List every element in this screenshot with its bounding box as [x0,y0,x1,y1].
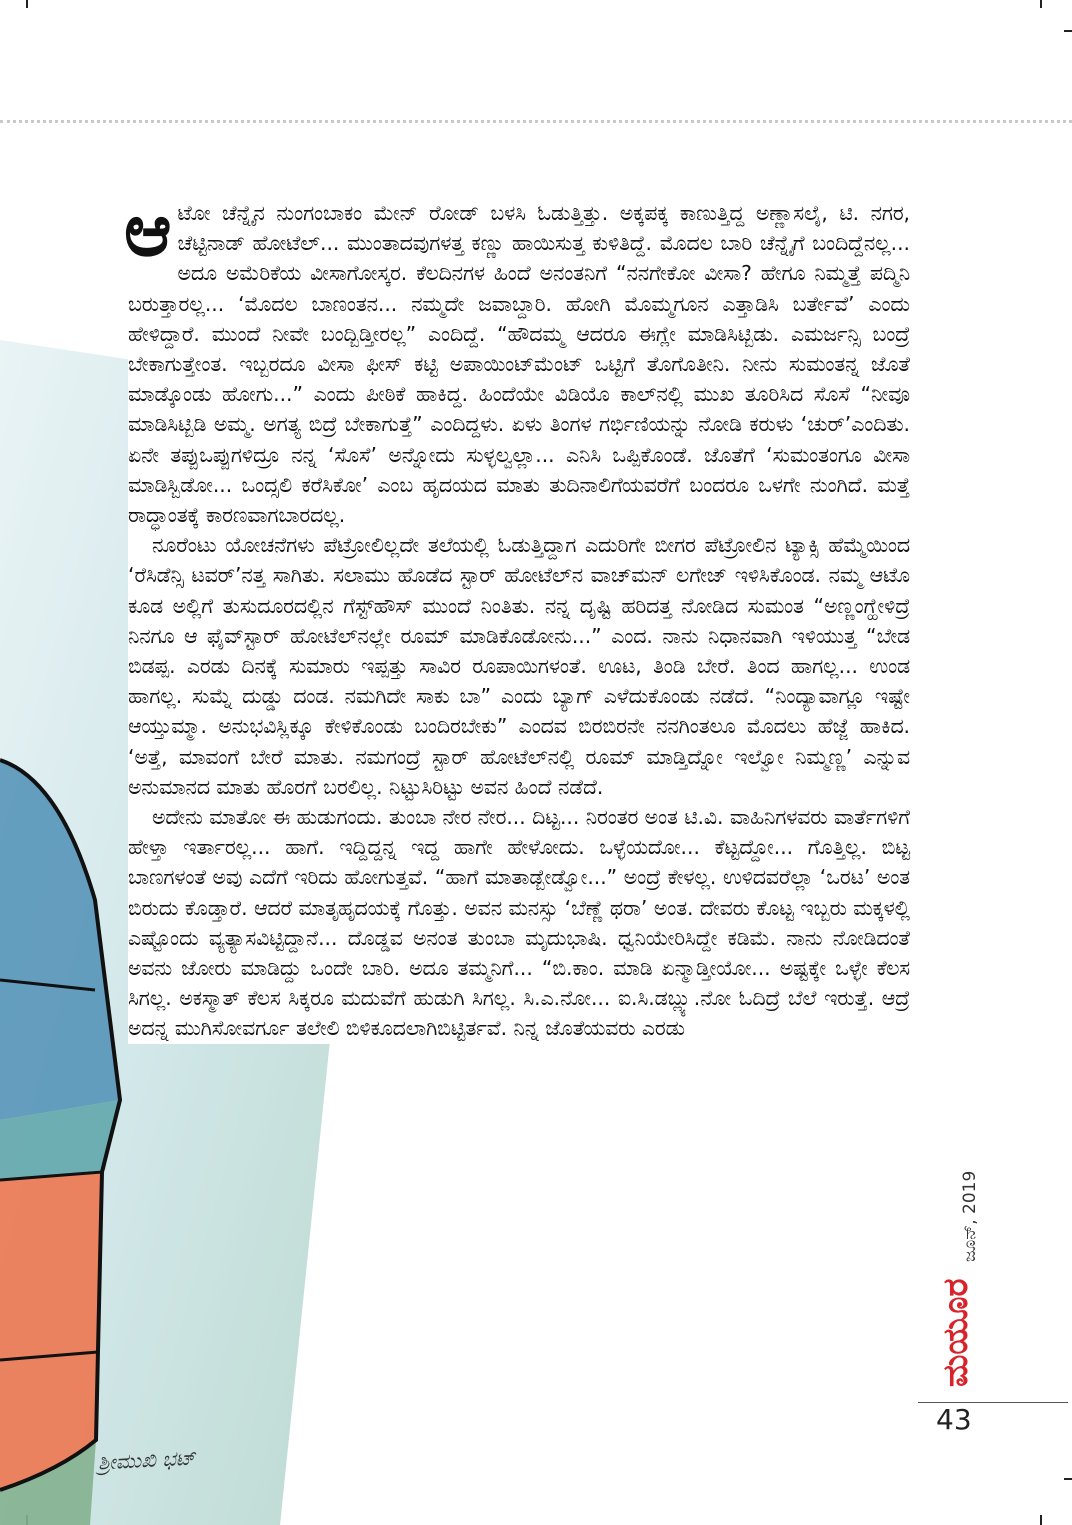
article-paragraph-2: ನೂರೆಂಟು ಯೋಚನೆಗಳು ಪೆಟ್ರೋಲಿಲ್ಲದೇ ತಲೆಯಲ್ಲಿ ಓಡುತ್ತಿದ್ದಾಗ ಎದುರಿಗೇ ಬೀಗರ ಪೆಟ್ರೋಲಿನ ಟ್ಯಾಕ್ಸಿ ಹೆಮ್ಮೆಯಿಂದ ‘ರೆಸಿಡೆನ್ಸಿ ಟವರ್’ನತ್ತ ಸಾಗಿತು. ಸಲಾಮು ಹೊಡೆದ ಸ್ಟಾರ್ ಹೋಟೆಲ್‌ನ ವಾಚ್‌ಮನ್ ಲಗೇಜ್ ಇಳಿಸಿಕೊಂಡ. ನಮ್ಮ ಆಟೊ ಕೂಡ ಅಲ್ಲಿಗೆ ತುಸುದೂರದಲ್ಲಿನ ಗೆಸ್ಟ್‌ಹೌಸ್ ಮುಂದೆ ನಿಂತಿತು. ನನ್ನ ದೃಷ್ಟಿ ಹರಿದತ್ತ ನೋಡಿದ ಸುಮಂತ “ಅಣ್ಣಂಗ್ಹೇಳಿದ್ರೆ ನಿನಗೂ ಆ ಫೈವ್‌ಸ್ಟಾರ್ ಹೋಟೆಲ್‌ನಲ್ಲೇ ರೂಮ್ ಮಾಡಿಕೊಡೋನು...” ಎಂದ. ನಾನು ನಿಧಾನವಾಗಿ ಇಳಿಯುತ್ತ “ಬೇಡ ಬಿಡಪ್ಪ. ಎರಡು ದಿನಕ್ಕೆ ಸುಮಾರು ಇಪ್ಪತ್ತು ಸಾವಿರ ರೂಪಾಯಿಗಳಂತೆ. ಊಟ, ತಿಂಡಿ ಬೇರೆ. ತಿಂದ ಹಾಗಲ್ಲ... ಉಂಡ ಹಾಗಲ್ಲ. ಸುಮ್ನೆ ದುಡ್ಡು ದಂಡ. ನಮಗಿದೇ ಸಾಕು ಬಾ” ಎಂದು ಬ್ಯಾಗ್ ಎಳೆದುಕೊಂಡು ನಡೆದೆ. “ನಿಂದ್ಯಾವಾಗ್ಲೂ ಇಷ್ಟೇ ಆಯ್ತುಮ್ಮಾ. ಅನುಭವಿಸ್ಲಿಕ್ಕೂ ಕೇಳಿಕೊಂಡು ಬಂದಿರಬೇಕು” ಎಂದವ ಬಿರಬಿರನೇ ನನಗಿಂತಲೂ ಮೊದಲು ಹೆಜ್ಜೆ ಹಾಕಿದ. ‘ಅತ್ತೆ, ಮಾವಂಗೆ ಬೇರೆ ಮಾತು. ನಮಗಂದ್ರೆ ಸ್ಟಾರ್ ಹೋಟೆಲ್‌ನಲ್ಲಿ ರೂಮ್ ಮಾಡ್ತಿದ್ನೋ ಇಲ್ವೋ ನಿಮ್ಮಣ್ಣ’ ಎನ್ನುವ ಅನುಮಾನದ ಮಾತು ಹೊರಗೆ ಬರಲಿಲ್ಲ. ನಿಟ್ಟುಸಿರಿಟ್ಟು ಅವನ ಹಿಂದೆ ನಡೆದೆ. [128,533,910,799]
article-body [124,188,910,1044]
orange-shape [0,1172,102,1490]
crop-mark-bottom-right [1040,1515,1042,1525]
paragraph-1-text: ಟೋ ಚೆನ್ನೈನ ನುಂಗಂಬಾಕಂ ಮೇನ್ ರೋಡ್ ಬಳಸಿ ಓಡುತ್ತಿತ್ತು. ಅಕ್ಕಪಕ್ಕ ಕಾಣುತ್ತಿದ್ದ ಅಣ್ಣಾಸಲೈ, ಟಿ. ನಗರ, ಚೆಟ್ಟಿನಾಡ್ ಹೋಟೆಲ್... ಮುಂತಾದವುಗಳತ್ತ ಕಣ್ಣು ಹಾಯಿಸುತ್ತ ಕುಳಿತಿದ್ದೆ. ಮೊದಲ ಬಾರಿ ಚೆನ್ನೈಗೆ ಬಂದಿದ್ದೆನಲ್ಲ... ಅದೂ ಅಮೆರಿಕೆಯ ವೀಸಾಗೋಸ್ಕರ. ಕೆಲದಿನಗಳ ಹಿಂದೆ ಅನಂತನಿಗೆ “ನನಗೇಕೋ ವೀಸಾ? ಹೇಗೂ ನಿಮ್ಮತ್ತೆ ಪದ್ಮಿನಿ ಬರುತ್ತಾರಲ್ಲ... ‘ಮೊದಲ ಬಾಣಂತನ... ನಮ್ಮದೇ ಜವಾಬ್ದಾರಿ. ಹೋಗಿ ಮೊಮ್ಮಗೂನ ಎತ್ತಾಡಿಸಿ ಬರ್ತೇವೆ’ ಎಂದು ಹೇಳಿದ್ದಾರೆ. ಮುಂದೆ ನೀವೇ ಬಂದ್ಬಿಡ್ತೀರಲ್ಲ” ಎಂದಿದ್ದೆ. “ಹೌದಮ್ಮ ಆದರೂ ಈಗ್ಲೇ ಮಾಡಿಸಿಟ್ಬಿಡು. ಎಮರ್ಜನ್ಸಿ ಬಂದ್ರೆ ಬೇಕಾಗುತ್ತೇಂತ. ಇಬ್ಬರದೂ ವೀಸಾ ಫೀಸ್ ಕಟ್ಟಿ ಅಪಾಯಿಂಟ್‌ಮೆಂಟ್ ಒಟ್ಟಿಗೆ ತೊಗೊತೀನಿ. ನೀನು ಸುಮಂತನ್ನ ಜೊತೆ ಮಾಡ್ಕೊಂಡು ಹೋಗು...” ಎಂದು ಪೀಠಿಕೆ ಹಾಕಿದ್ದ. ಹಿಂದೆಯೇ ವಿಡಿಯೊ ಕಾಲ್‌ನಲ್ಲಿ ಮುಖ ತೂರಿಸಿದ ಸೊಸೆ “ನೀವೂ ಮಾಡಿಸಿಟ್ಬಿಡಿ ಅಮ್ಮ. ಅಗತ್ಯ ಬಿದ್ರೆ ಬೇಕಾಗುತ್ತೆ” ಎಂದಿದ್ದಳು. ಏಳು ತಿಂಗಳ ಗರ್ಭಿಣಿಯನ್ನು ನೋಡಿ ಕರುಳು ‘ಚುರ್’ಎಂದಿತು. ಏನೇ ತಪ್ಪುಒಪ್ಪುಗಳಿದ್ರೂ ನನ್ನ ‘ಸೊಸೆ’ ಅನ್ನೋದು ಸುಳ್ಳಲ್ವಲ್ಲಾ... ಎನಿಸಿ ಒಪ್ಪಿಕೊಂಡೆ. ಜೊತೆಗೆ ‘ಸುಮಂತಂಗೂ ವೀಸಾ ಮಾಡಿಸ್ಬಿಡೋ... ಒಂದ್ಸಲಿ ಕರೆಸಿಕೋ’ ಎಂಬ ಹೃದಯದ ಮಾತು ತುದಿನಾಲಿಗೆಯವರೆಗೆ ಬಂದರೂ ಒಳಗೇ ನುಂಗಿದೆ. ಮತ್ತೆ ರಾದ್ಧಾಂತಕ್ಕೆ ಕಾರಣವಾಗಬಾರದಲ್ಲ. [128,201,910,528]
crop-mark-top-right [1040,0,1042,8]
drop-cap: ಆ [124,188,172,272]
article-paragraph-3: ಅದೇನು ಮಾತೋ ಈ ಹುಡುಗಂದು. ತುಂಬಾ ನೇರ ನೇರ... ದಿಟ್ಟ... ನಿರಂತರ ಅಂತ ಟಿ.ವಿ. ವಾಹಿನಿಗಳವರು ವಾರ್ತೆಗಳಿಗೆ ಹೇಳ್ತಾ ಇರ್ತಾರಲ್ಲ... ಹಾಗೆ. ಇದ್ದಿದ್ದನ್ನ ಇದ್ದ ಹಾಗೇ ಹೇಳೋದು. ಒಳ್ಳೆಯದೋ... ಕೆಟ್ಟದ್ದೋ... ಗೊತ್ತಿಲ್ಲ. ಬಿಟ್ಟ ಬಾಣಗಳಂತೆ ಅವು ಎದೆಗೆ ಇರಿದು ಹೋಗುತ್ತವೆ. “ಹಾಗೆ ಮಾತಾಡ್ಬೇಡ್ವೋ...” ಅಂದ್ರೆ ಕೇಳಲ್ಲ. ಉಳಿದವರೆಲ್ಲಾ ‘ಒರಟ’ ಅಂತ ಬಿರುದು ಕೊಡ್ತಾರೆ. ಆದರೆ ಮಾತೃಹೃದಯಕ್ಕೆ ಗೊತ್ತು. ಅವನ ಮನಸ್ಸು ‘ಬೆಣ್ಣೆ ಥರಾ’ ಅಂತ. ದೇವರು ಕೊಟ್ಟ ಇಬ್ಬರು ಮಕ್ಕಳಲ್ಲಿ ಎಷ್ಟೊಂದು ವ್ಯತ್ಯಾಸವಿಟ್ಟಿದ್ದಾನೆ... ದೊಡ್ಡವ ಅನಂತ ತುಂಬಾ ಮೃದುಭಾಷಿ. ಧ್ವನಿಯೇರಿಸಿದ್ದೇ ಕಡಿಮೆ. ನಾನು ನೋಡಿದಂತೆ ಅವನು ಜೋರು ಮಾಡಿದ್ದು ಒಂದೇ ಬಾರಿ. ಅದೂ ತಮ್ಮನಿಗೆ... “ಬಿ.ಕಾಂ. ಮಾಡಿ ಏನ್ಮಾಡ್ತೀಯೋ... ಅಷ್ಟಕ್ಕೇ ಒಳ್ಳೇ ಕೆಲಸ ಸಿಗಲ್ಲ. ಅಕಸ್ಮಾತ್ ಕೆಲಸ ಸಿಕ್ಕರೂ ಮದುವೆಗೆ ಹುಡುಗಿ ಸಿಗಲ್ಲ. ಸಿ.ಎ.ನೋ... ಐ.ಸಿ.ಡಬ್ಲ್ಯು.ನೋ ಓದಿದ್ರೆ ಬೆಲೆ ಇರುತ್ತೆ. ಆದ್ರೆ ಅದನ್ನ ಮುಗಿಸೋವರ್ಗೂ ತಲೇಲಿ ಬಿಳಿಕೂದಲಾಗಿಬಿಟ್ಟಿರ್ತವೆ. ನಿನ್ನ ಜೊತೆಯವರು ಎರಡು [128,805,910,1041]
top-dotted-divider [0,120,1072,123]
crop-mark-right-upper [1064,30,1072,32]
page-number: 43 [936,1403,972,1436]
article-paragraph-1 [124,188,910,530]
issue-date: ಜೂನ್, 2019 [960,1170,980,1262]
crop-mark-right-lower [1064,1478,1072,1480]
magazine-logo: ಮಯೂರ [936,1278,976,1388]
crop-mark-top-left [26,0,28,8]
illustration-artist-signature: ಶ್ರೀಮುಖಿ ಭಟ್ [97,1445,196,1475]
